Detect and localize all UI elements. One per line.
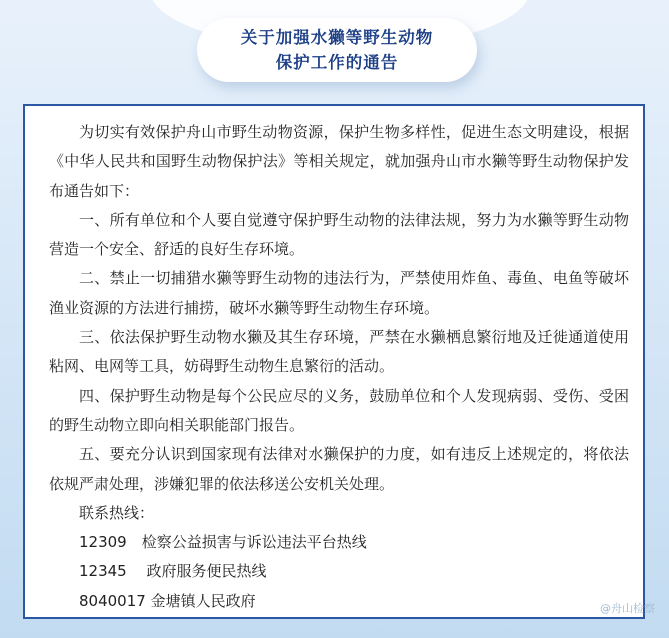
notice-title-line-1: 关于加强水獭等野生动物 [240, 28, 434, 47]
hotline-item: 8040017 金塘镇人民政府 [79, 591, 256, 610]
intro-paragraph: 为切实有效保护舟山市野生动物资源，保护生物多样性，促进生态文明建设，根据《中华人民共和国野生动物保护法》等相关规定，就加强舟山市水獭等野生动物保护发布通告如下： [49, 123, 629, 200]
clause-5: 五、要充分认识到国家现有法律对水獭保护的力度，如有违反上述规定的，将依法依规严肃处理，涉嫌犯罪的依法移送公安机关处理。 [49, 445, 629, 493]
clause-1: 一、所有单位和个人要自觉遵守保护野生动物的法律法规，努力为水獭等野生动物营造一个安全、舒适的良好生存环境。 [49, 210, 629, 259]
hotline-item: 12309 检察公益损害与诉讼违法平台热线 [79, 533, 367, 552]
clause-4: 四、保护野生动物是每个公民应尽的义务，鼓励单位和个人发现病弱、受伤、受困的野生动物立即向相关职能部门报告。 [49, 386, 629, 434]
hotline-heading: 联系热线： [79, 503, 155, 522]
notice-title-badge [197, 18, 477, 82]
notice-title-line-2: 保护工作的通告 [275, 53, 399, 72]
notice-body [49, 118, 629, 616]
clause-3: 三、依法保护野生动物水獭及其生存环境，严禁在水獭栖息繁衍地及迁徙通道使用粘网、电网等工具，妨碍野生动物生息繁衍的活动。 [49, 328, 629, 376]
clause-2: 二、禁止一切捕猎水獭等野生动物的违法行为，严禁使用炸鱼、毒鱼、电鱼等破坏渔业资源的方法进行捕捞，破坏水獭等野生动物生存环境。 [49, 269, 629, 317]
hotline-item: 12345 政府服务便民热线 [79, 562, 267, 581]
source-watermark: @舟山检察 [600, 602, 655, 615]
